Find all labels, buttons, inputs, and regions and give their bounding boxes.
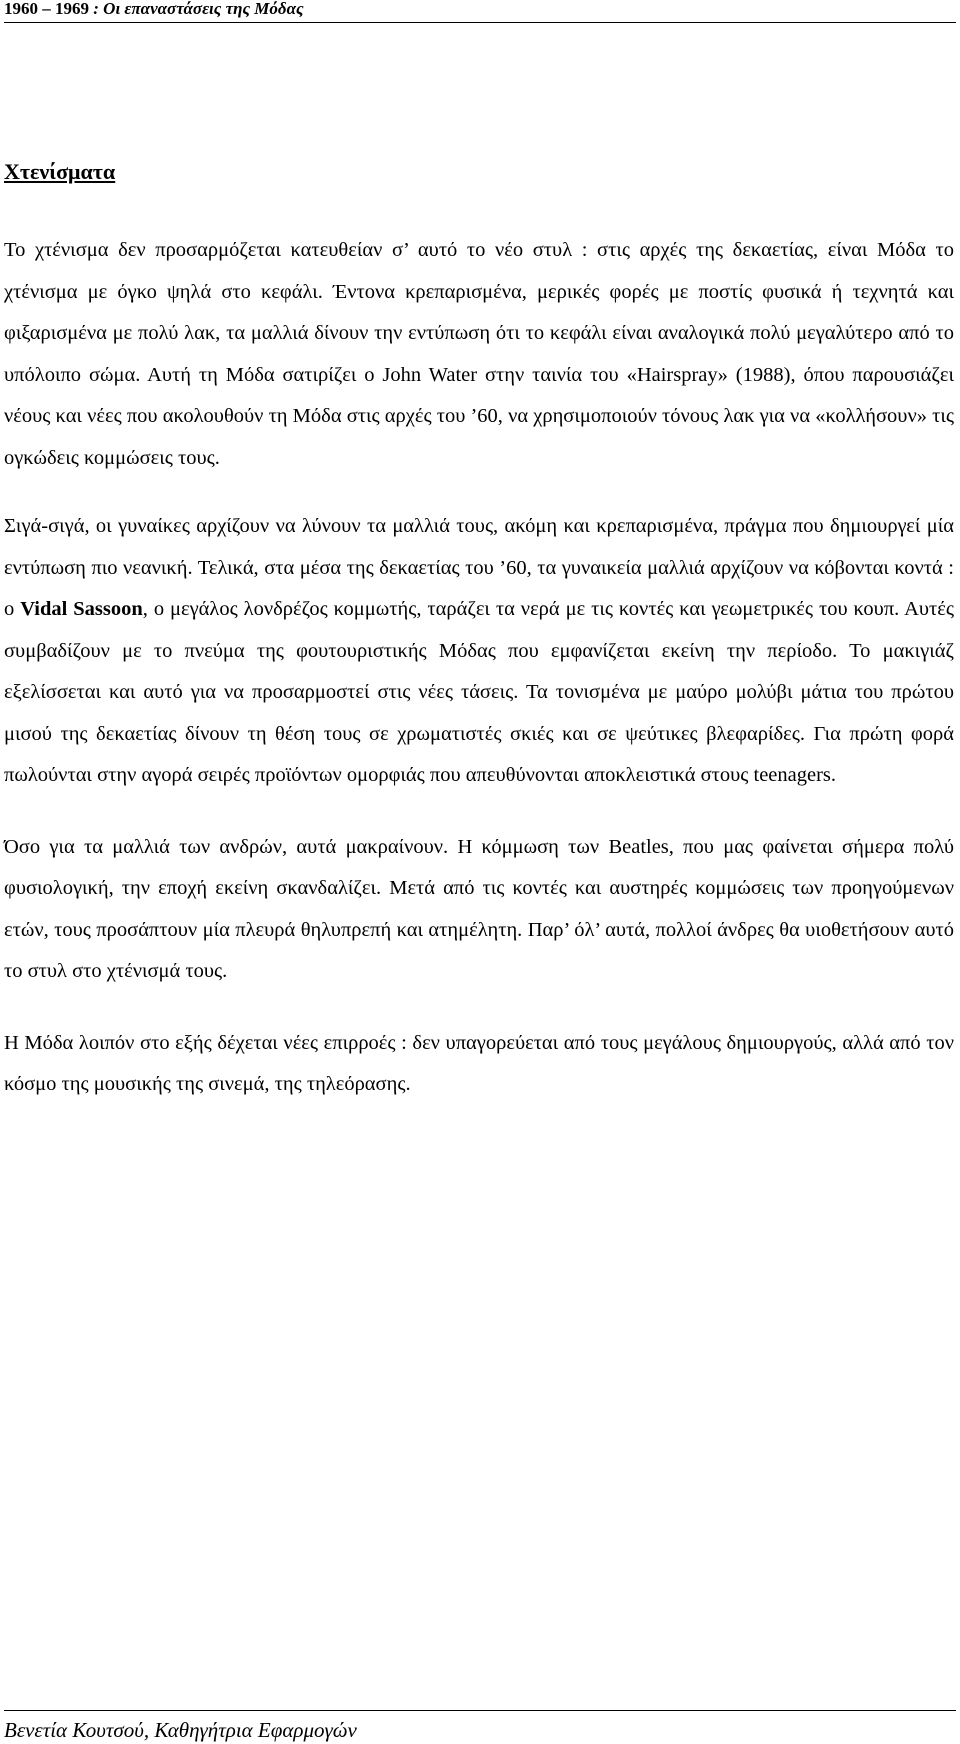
section-title: Χτενίσματα [4, 159, 116, 184]
document-body [4, 230, 954, 1136]
page-header [4, 0, 956, 23]
paragraph-hairstyles-intro: Το χτένισμα δεν προσαρμόζεται κατευθείαν σ’ αυτό το νέο στυλ : στις αρχές της δεκαετίας, είναι Μόδα το χτένισμα με όγκο ψηλά στο κεφάλι. Έντονα κρεπαρισμένα, μερικές φορές με ποστίς φυσικά ή τεχνητά και φιξαρισμένα με πολύ λακ, τα μαλλιά δίνουν την εντύπωση ότι το κεφάλι είναι αναλογικά πολύ μεγαλύτερο από το υπόλοιπο σώμα. Αυτή τη Μόδα σατιρίζει ο John Water στην ταινία του «Hairspray» (1988), όπου παρουσιάζει νέους και νέες που ακολουθούν τη Μόδα στις αρχές του ’60, να χρησιμοποιούν τόνους λακ για να «κολλήσουν» τις ογκώδεις κομμώσεις τους. [4, 239, 954, 469]
page-footer: Βενετία Κουτσού, Καθηγήτρια Εφαρμογών [4, 1710, 956, 1743]
paragraph-conclusion: Η Μόδα λοιπόν στο εξής δέχεται νέες επιρροές : δεν υπαγορεύεται από τους μεγάλους δημιουργούς, αλλά από τον κόσμο της μουσικής της σινεμά, της τηλεόρασης. [4, 1031, 954, 1095]
header-subtitle: Οι επαναστάσεις της Μόδας [103, 0, 304, 18]
paragraph-text: , ο μεγάλος λονδρέζος κομμωτής, ταράζει τα νερά με τις κοντές και γεωμετρικές του κουπ. Αυτές συμβαδίζουν με το πνεύμα της φουτουριστικής Μόδας που εμφανίζεται εκείνη την περίοδο. Το μακιγιάζ εξελίσσεται και αυτό για να προσαρμοστεί στις νέες τάσεις. Τα τονισμένα με μαύρο μολύβι μάτια του πρώτου μισού της δεκαετίας δίνουν τη θέση τους σε χρωματιστές σκιές και σε ψεύτικες βλεφαρίδες. Για πρώτη φορά πωλούνται στην αγορά σειρές προϊόντων ομορφιάς που απευθύνονται αποκλειστικά στους teenagers. [4, 598, 955, 786]
name-vidal-sassoon: Vidal Sassoon [20, 598, 143, 620]
paragraph-women-short-hair [4, 506, 954, 797]
paragraph-men-hair: Όσο για τα μαλλιά των ανδρών, αυτά μακραίνουν. Η κόμμωση των Beatles, που μας φαίνεται σήμερα πολύ φυσιολογική, την εποχή εκείνη σκανδαλίζει. Μετά από τις κοντές και αυστηρές κομμώσεις των προηγούμενων ετών, τους προσάπτουν μία πλευρά θηλυπρεπή και ατημέλητη. Παρ’ όλ’ αυτά, πολλοί άνδρες θα υιοθετήσουν αυτό το στυλ στο χτένισμά τους. [4, 835, 954, 982]
paragraph-text: Σιγά-σιγά, οι γυναίκες αρχίζουν να λύνουν τα μαλλιά τους, ακόμη και κρεπαρισμένα, πράγμα που δημιουργεί μία εντύπωση πιο νεανική. Τελικά, στα μέσα της δεκαετίας του ’60, τα γυναικεία μαλλιά αρχίζουν να κόβονται κοντά : ο [4, 515, 954, 620]
header-year-range: 1960 – 1969 [4, 0, 89, 18]
header-separator: : [89, 0, 104, 18]
